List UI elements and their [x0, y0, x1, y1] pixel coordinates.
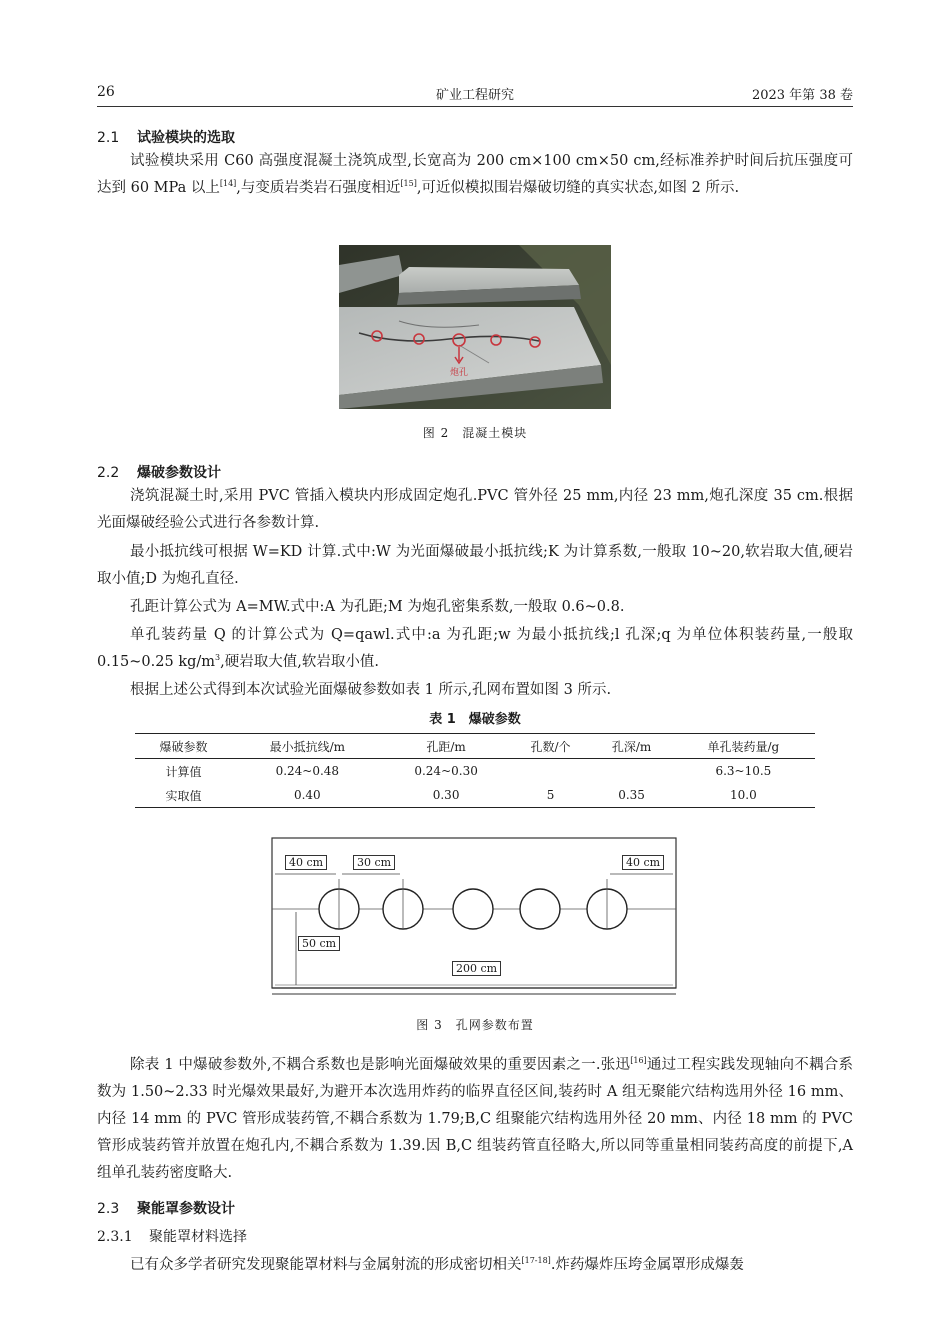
table-header-cell: 爆破参数	[135, 734, 232, 759]
table-header-cell: 孔距/m	[383, 734, 510, 759]
text-run: 已有众多学者研究发现聚能罩材料与金属射流的形成密切相关	[130, 1257, 522, 1273]
paragraph-2-2-4	[97, 622, 853, 676]
table-1-title: 表 1 爆破参数	[429, 712, 521, 727]
table-cell: 0.24~0.48	[275, 764, 340, 778]
hole-layout-diagram	[270, 836, 680, 1000]
section-2-2-heading	[97, 462, 221, 482]
section-2-3-1-heading	[97, 1226, 247, 1246]
paragraph-2-1	[97, 148, 853, 202]
section-number: 2.2	[97, 465, 120, 481]
journal-name: 矿业工程研究	[435, 88, 514, 103]
table-cell	[591, 759, 671, 784]
paragraph-2-2-5: 根据上述公式得到本次试验光面爆破参数如表 1 所示,孔网布置如图 3 所示.	[130, 682, 612, 698]
citation: [16]	[630, 1056, 647, 1065]
dimension-label-200cm: 200 cm	[452, 961, 501, 976]
text-run: 除表 1 中爆破参数外,不耦合系数也是影响光面爆破效果的重要因素之一.张迅	[130, 1057, 631, 1073]
table-header-row	[135, 734, 815, 759]
text-run: ,硬岩取大值,软岩取小值.	[220, 654, 379, 670]
section-2-3-heading	[97, 1198, 235, 1218]
table-cell: 6.3~10.5	[715, 764, 772, 778]
paragraph-2-2-2: 最小抵抗线可根据 W=KD 计算.式中:W 为光面爆破最小抵抗线;K 为计算系数,一般取 10~20,软岩取大值,硬岩取小值;D 为炮孔直径.	[97, 544, 853, 587]
section-title: 爆破参数设计	[137, 465, 221, 481]
dimension-label-40cm-left: 40 cm	[285, 855, 327, 870]
blasting-parameters-table	[135, 733, 815, 808]
volume-info: 2023 年第 38 卷	[751, 88, 853, 103]
blast-hole-4	[520, 889, 560, 929]
superscript: 3	[215, 653, 221, 662]
paragraph-decoupling	[97, 1052, 853, 1187]
section-2-1-heading	[97, 127, 235, 147]
dimension-label-40cm-right: 40 cm	[622, 855, 664, 870]
table-cell: 0.35	[591, 783, 671, 808]
section-title: 聚能罩材料选择	[149, 1229, 247, 1245]
table-cell: 10.0	[672, 783, 815, 808]
text-run: 试验模块采用 C60 高强度混凝土浇筑成型,长宽高为 200 cm×100 cm×50 cm,经标准养护时间后抗压强度可达到 60 MPa 以上	[97, 153, 853, 196]
citation: [17-18]	[521, 1256, 551, 1265]
table-header-cell: 孔数/个	[510, 734, 592, 759]
paragraph-2-3-1	[97, 1252, 853, 1279]
citation: [14]	[219, 179, 237, 188]
table-header-cell: 孔深/m	[591, 734, 671, 759]
table-cell: 计算值	[165, 764, 202, 779]
paragraph-2-2-1: 浇筑混凝土时,采用 PVC 管插入模块内形成固定炮孔.PVC 管外径 25 mm,内径 23 mm,炮孔深度 35 cm.根据光面爆破经验公式进行各参数计算.	[97, 488, 853, 531]
text-run: ,可近似模拟围岩爆破切缝的真实状态,如图 2 所示.	[416, 180, 740, 196]
table-row	[135, 783, 815, 808]
dimension-label-30cm: 30 cm	[353, 855, 395, 870]
table-header-cell: 最小抵抗线/m	[232, 734, 382, 759]
table-cell: 实取值	[135, 783, 232, 808]
text-run: ,与变质岩类岩石强度相近	[236, 180, 401, 196]
section-number: 2.3	[97, 1201, 120, 1217]
header-rule	[97, 106, 853, 107]
section-title: 聚能罩参数设计	[137, 1201, 235, 1217]
section-number: 2.1	[97, 130, 120, 146]
page-number: 26	[97, 84, 115, 100]
table-header-cell: 单孔装药量/g	[672, 734, 815, 759]
figure-3-caption: 图 3 孔网参数布置	[416, 1018, 534, 1032]
text-run: 通过工程实践发现轴向不耦合系数为 1.50~2.33 时光爆效果最好,为避开本次选用炸药的临界直径区间,装药时 A 组无聚能穴结构选用外径 16 mm、内径 14 mm 的 PVC 管形成装药管,不耦合系数为 1.79;B,C 组聚能穴结构选用外径 20 mm、内径 18 mm 的 PVC 管形成装药管并放置在炮孔内,不耦合系数为 1.39.因 B,C 组装药管直径略大,所以同等重量相同装药高度的前提下,A 组单孔装药密度略大.	[97, 1057, 853, 1181]
hole-label: 炮孔	[450, 368, 469, 378]
table-row	[135, 759, 815, 784]
table-cell: 0.30	[383, 783, 510, 808]
table-cell	[510, 759, 592, 784]
citation: [15]	[400, 179, 417, 188]
section-title: 试验模块的选取	[137, 130, 235, 146]
table-cell: 5	[510, 783, 592, 808]
blast-hole-3	[453, 889, 493, 929]
paragraph-2-2-3: 孔距计算公式为 A=MW.式中:A 为孔距;M 为炮孔密集系数,一般取 0.6~0.8.	[130, 599, 625, 615]
text-run: .炸药爆炸压垮金属罩形成爆轰	[550, 1257, 744, 1273]
table-cell: 0.24~0.30	[414, 764, 478, 778]
figure-2-caption: 图 2 混凝土模块	[422, 426, 528, 440]
dimension-label-50cm: 50 cm	[298, 936, 340, 951]
table-cell: 0.40	[232, 783, 382, 808]
concrete-photo-illustration	[339, 245, 611, 409]
section-number: 2.3.1	[97, 1229, 133, 1245]
concrete-block-photo	[339, 245, 611, 409]
text-run: 单孔装药量 Q 的计算公式为 Q=qawl.式中:a 为孔距;w 为最小抵抗线;l 孔深;q 为单位体积装药量,一般取 0.15~0.25 kg/m	[97, 627, 853, 670]
